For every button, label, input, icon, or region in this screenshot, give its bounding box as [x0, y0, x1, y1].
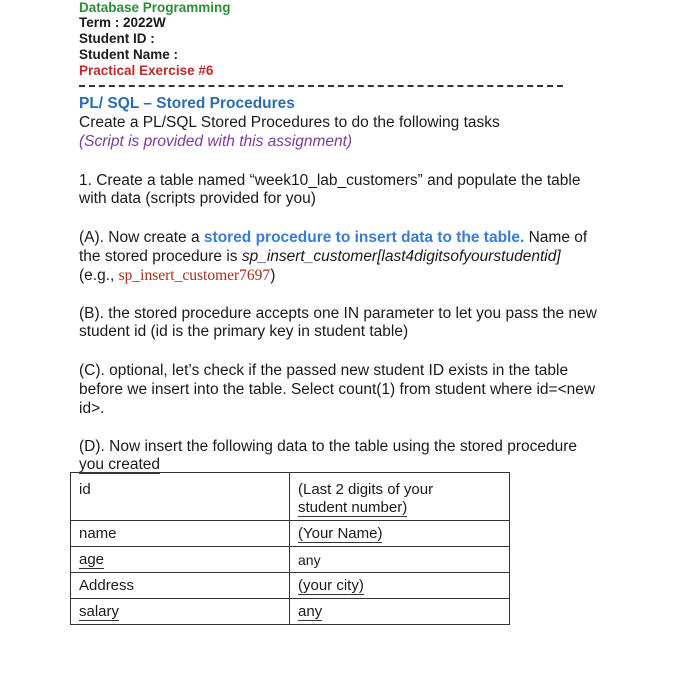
task-a-highlight: stored procedure to insert data to the table. — [203, 229, 525, 246]
table-cell-field: id — [71, 473, 290, 521]
task-a-line-1 — [79, 228, 639, 247]
id-value-line-1: (Last 2 digits of your — [298, 481, 434, 498]
table-cell-value — [290, 521, 510, 547]
table-cell-value: any — [290, 547, 510, 573]
table-cell-field: name — [71, 521, 290, 547]
course-title: Database Programming — [79, 0, 231, 15]
salary-value: any — [298, 603, 323, 620]
salary-field: salary — [79, 603, 120, 620]
name-value: (Your Name) — [298, 525, 383, 542]
exercise-label: Practical Exercise #6 — [79, 63, 214, 78]
task-a-line2-prefix: the stored procedure is — [79, 248, 242, 265]
task-d-line-2-text: you created — [79, 456, 160, 473]
section-note: (Script is provided with this assignment) — [79, 133, 353, 150]
task-a-line3-prefix: (e.g., — [79, 267, 119, 284]
section-title: PL/ SQL – Stored Procedures — [79, 95, 295, 112]
table-cell-value — [290, 473, 510, 521]
task-a-line-3 — [79, 266, 639, 285]
table-row — [71, 521, 510, 547]
task-c-line-3: id>. — [79, 400, 105, 417]
table-row — [71, 573, 510, 599]
id-value-line-2: student number) — [298, 499, 408, 516]
task-a-prefix: (A). Now create a — [79, 229, 204, 246]
task-1-line-2: with data (scripts provided for you) — [79, 190, 316, 207]
student-id-label: Student ID : — [79, 31, 155, 46]
table-row — [71, 473, 510, 521]
table-cell-value — [290, 599, 510, 625]
table-cell-field — [71, 547, 290, 573]
procedure-example: sp_insert_customer7697 — [118, 267, 271, 284]
task-c-line-2: before we insert into the table. Select count(1) from student where id=<new — [79, 381, 596, 398]
task-a-suffix: Name of — [524, 229, 588, 246]
task-d-line-1: (D). Now insert the following data to the table using the stored procedure — [79, 438, 577, 455]
task-1-line-1: 1. Create a table named “week10_lab_customers” and populate the table — [79, 172, 581, 189]
table-cell-field: Address — [71, 573, 290, 599]
student-name-label: Student Name : — [79, 47, 179, 62]
table-cell-value — [290, 573, 510, 599]
task-a-line-2 — [79, 247, 639, 266]
address-value: (your city) — [298, 577, 364, 594]
insert-data-table — [70, 472, 510, 625]
table-cell-field — [71, 599, 290, 625]
dashed-divider — [79, 85, 563, 87]
task-a-line3-suffix: ) — [270, 267, 276, 284]
procedure-name-pattern: sp_insert_customer[last4digitsofyourstudentid] — [241, 248, 561, 265]
table-row — [71, 547, 510, 573]
table-row — [71, 599, 510, 625]
term-label: Term : 2022W — [79, 15, 166, 30]
task-b-line-2: student id (id is the primary key in student table) — [79, 323, 409, 340]
task-b-line-1: (B). the stored procedure accepts one IN parameter to let you pass the new — [79, 305, 597, 322]
task-c-line-1: (C). optional, let’s check if the passed new student ID exists in the table — [79, 362, 569, 379]
section-intro: Create a PL/SQL Stored Procedures to do the following tasks — [79, 114, 500, 131]
age-field: age — [79, 551, 105, 568]
